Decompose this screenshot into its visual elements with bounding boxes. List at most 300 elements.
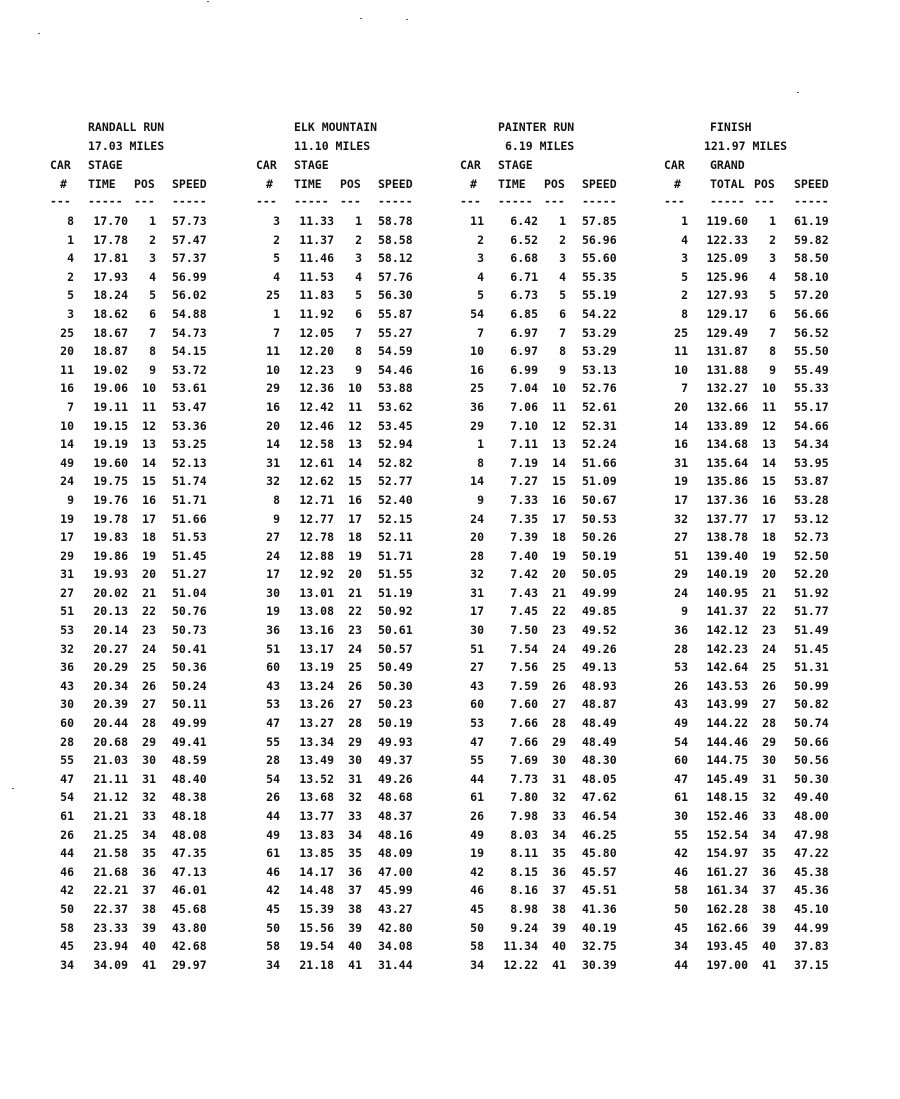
position: 12 — [762, 418, 776, 433]
stage-time: 17.93 — [93, 269, 128, 284]
car-number: 60 — [60, 716, 74, 731]
speed: 51.55 — [378, 567, 413, 582]
position: 39 — [552, 920, 566, 935]
speed: 52.24 — [582, 437, 617, 452]
position: 20 — [142, 567, 156, 582]
speed: 53.36 — [172, 418, 207, 433]
stage-time: 7.54 — [510, 641, 538, 656]
speed: 48.49 — [582, 734, 617, 749]
speed: 49.99 — [172, 716, 207, 731]
speed: 53.72 — [172, 362, 207, 377]
car-number: 25 — [266, 288, 280, 303]
stage-time: 7.04 — [510, 381, 538, 396]
car-number: 27 — [470, 660, 484, 675]
position: 26 — [762, 678, 776, 693]
stage-time: 7.27 — [510, 474, 538, 489]
stage-time: 19.86 — [93, 548, 128, 563]
speed: 53.45 — [378, 418, 413, 433]
position: 12 — [348, 418, 362, 433]
stage-time: 148.15 — [706, 790, 748, 805]
position: 28 — [552, 716, 566, 731]
position: 29 — [348, 734, 362, 749]
car-number: 3 — [477, 251, 484, 266]
car-number: 53 — [674, 660, 688, 675]
speed: 47.00 — [378, 864, 413, 879]
stage-time: 138.78 — [706, 530, 748, 545]
col-pos-header: POS — [754, 177, 775, 191]
stage-time: 23.94 — [93, 939, 128, 954]
position: 4 — [559, 269, 566, 284]
speed: 53.12 — [794, 511, 829, 526]
car-number: 58 — [470, 939, 484, 954]
speed: 45.38 — [794, 864, 829, 879]
speed: 57.76 — [378, 269, 413, 284]
speed: 46.25 — [582, 827, 617, 842]
stage-time: 12.78 — [299, 530, 334, 545]
stage-time: 11.83 — [299, 288, 334, 303]
car-number: 32 — [60, 641, 74, 656]
col-car-number-header: # — [60, 177, 67, 191]
speed: 54.15 — [172, 344, 207, 359]
car-number: 50 — [266, 920, 280, 935]
stage-time: 19.83 — [93, 530, 128, 545]
speed: 52.61 — [582, 399, 617, 414]
stage-time: 13.52 — [299, 771, 334, 786]
stage-time: 12.22 — [503, 957, 538, 972]
car-number: 5 — [273, 251, 280, 266]
stage-time: 13.26 — [299, 697, 334, 712]
position: 17 — [762, 511, 776, 526]
stage-time: 13.24 — [299, 678, 334, 693]
position: 26 — [348, 678, 362, 693]
position: 21 — [142, 585, 156, 600]
stage-time: 7.19 — [510, 455, 538, 470]
scan-speck — [38, 33, 40, 34]
car-number: 61 — [470, 790, 484, 805]
position: 34 — [348, 827, 362, 842]
car-number: 47 — [266, 716, 280, 731]
car-number: 20 — [60, 344, 74, 359]
speed: 50.99 — [794, 678, 829, 693]
car-number: 28 — [470, 548, 484, 563]
speed: 48.08 — [172, 827, 207, 842]
stage-time: 22.21 — [93, 883, 128, 898]
position: 7 — [355, 325, 362, 340]
speed: 34.08 — [378, 939, 413, 954]
stage-time: 7.73 — [510, 771, 538, 786]
col-car-header: CAR — [50, 158, 71, 172]
stage-time: 20.44 — [93, 716, 128, 731]
speed: 49.26 — [582, 641, 617, 656]
car-number: 55 — [674, 827, 688, 842]
car-number: 20 — [266, 418, 280, 433]
position: 30 — [762, 753, 776, 768]
position: 13 — [552, 437, 566, 452]
stage-time: 8.15 — [510, 864, 538, 879]
speed: 50.82 — [794, 697, 829, 712]
car-number: 55 — [266, 734, 280, 749]
col-speed-header: SPEED — [378, 177, 413, 191]
speed: 52.77 — [378, 474, 413, 489]
speed: 52.15 — [378, 511, 413, 526]
car-number: 55 — [470, 753, 484, 768]
car-number: 3 — [273, 214, 280, 228]
position: 29 — [552, 734, 566, 749]
stage-time: 19.76 — [93, 492, 128, 507]
stage-time: 34.09 — [93, 957, 128, 972]
speed: 54.46 — [378, 362, 413, 377]
speed: 55.27 — [378, 325, 413, 340]
position: 8 — [149, 344, 156, 359]
position: 29 — [762, 734, 776, 749]
stage-time: 137.36 — [706, 492, 748, 507]
speed: 53.29 — [582, 344, 617, 359]
dash-car: --- — [50, 194, 71, 208]
stage-time: 7.45 — [510, 604, 538, 619]
position: 12 — [552, 418, 566, 433]
position: 39 — [142, 920, 156, 935]
stage-time: 122.33 — [706, 232, 748, 247]
car-number: 10 — [60, 418, 74, 433]
car-number: 7 — [681, 381, 688, 396]
position: 22 — [142, 604, 156, 619]
col-car-number-header: # — [470, 177, 477, 191]
car-number: 53 — [266, 697, 280, 712]
speed: 48.37 — [378, 809, 413, 823]
car-number: 19 — [266, 604, 280, 619]
car-number: 60 — [470, 697, 484, 712]
speed: 47.35 — [172, 846, 207, 861]
col-car-header: CAR — [460, 158, 481, 172]
position: 1 — [559, 214, 566, 228]
position: 38 — [348, 901, 362, 916]
position: 24 — [762, 641, 776, 656]
position: 11 — [552, 399, 566, 414]
position: 13 — [348, 437, 362, 452]
stage-time: 12.36 — [299, 381, 334, 396]
position: 30 — [142, 753, 156, 768]
position: 35 — [348, 846, 362, 861]
stage-time: 12.05 — [299, 325, 334, 340]
speed: 54.59 — [378, 344, 413, 359]
car-number: 4 — [67, 251, 74, 266]
position: 28 — [348, 716, 362, 731]
stage-time: 8.03 — [510, 827, 538, 842]
speed: 45.36 — [794, 883, 829, 898]
car-number: 47 — [60, 771, 74, 786]
position: 28 — [762, 716, 776, 731]
car-number: 14 — [674, 418, 688, 433]
car-number: 2 — [273, 232, 280, 247]
car-number: 46 — [674, 864, 688, 879]
speed: 47.98 — [794, 827, 829, 842]
stage-time: 6.73 — [510, 288, 538, 303]
car-number: 36 — [470, 399, 484, 414]
stage-time: 6.68 — [510, 251, 538, 266]
speed: 57.47 — [172, 232, 207, 247]
speed: 51.74 — [172, 474, 207, 489]
car-number: 10 — [470, 344, 484, 359]
car-number: 14 — [60, 437, 74, 452]
car-number: 8 — [681, 306, 688, 321]
position: 8 — [559, 344, 566, 359]
position: 32 — [762, 790, 776, 805]
col-pos-header: POS — [134, 177, 155, 191]
stage-time: 7.98 — [510, 809, 538, 823]
car-number: 24 — [470, 511, 484, 526]
car-number: 34 — [470, 957, 484, 972]
speed: 51.53 — [172, 530, 207, 545]
car-number: 27 — [60, 585, 74, 600]
car-number: 42 — [266, 883, 280, 898]
position: 9 — [149, 362, 156, 377]
position: 24 — [552, 641, 566, 656]
speed: 51.04 — [172, 585, 207, 600]
position: 33 — [348, 809, 362, 823]
position: 2 — [769, 232, 776, 247]
stage-time: 7.66 — [510, 734, 538, 749]
speed: 49.99 — [582, 585, 617, 600]
stage-time: 7.42 — [510, 567, 538, 582]
stage-time: 7.69 — [510, 753, 538, 768]
stage-time: 7.10 — [510, 418, 538, 433]
position: 15 — [552, 474, 566, 489]
position: 11 — [142, 399, 156, 414]
stage-time: 161.34 — [706, 883, 748, 898]
speed: 47.22 — [794, 846, 829, 861]
car-number: 26 — [266, 790, 280, 805]
stage-time: 152.46 — [706, 809, 748, 823]
stage-time: 144.22 — [706, 716, 748, 731]
col-speed-header: SPEED — [582, 177, 617, 191]
car-number: 46 — [470, 883, 484, 898]
stage-time: 7.59 — [510, 678, 538, 693]
stage-time: 7.40 — [510, 548, 538, 563]
speed: 50.41 — [172, 641, 207, 656]
stage-time: 7.80 — [510, 790, 538, 805]
speed: 31.44 — [378, 957, 413, 972]
position: 21 — [762, 585, 776, 600]
position: 37 — [762, 883, 776, 898]
stage-time: 11.92 — [299, 306, 334, 321]
speed: 51.71 — [378, 548, 413, 563]
stage-time: 19.75 — [93, 474, 128, 489]
stage-time: 19.78 — [93, 511, 128, 526]
speed: 48.49 — [582, 716, 617, 731]
car-number: 1 — [273, 306, 280, 321]
car-number: 19 — [470, 846, 484, 861]
car-number: 44 — [266, 809, 280, 823]
car-number: 30 — [470, 623, 484, 638]
car-number: 54 — [470, 306, 484, 321]
car-number: 34 — [60, 957, 74, 972]
speed: 53.88 — [378, 381, 413, 396]
speed: 52.40 — [378, 492, 413, 507]
car-number: 3 — [67, 306, 74, 321]
position: 40 — [762, 939, 776, 954]
position: 19 — [142, 548, 156, 563]
stage-time: 197.00 — [706, 957, 748, 972]
car-number: 49 — [60, 455, 74, 470]
stage-time: 18.67 — [93, 325, 128, 340]
car-number: 2 — [681, 288, 688, 303]
car-number: 49 — [470, 827, 484, 842]
stage-time: 7.60 — [510, 697, 538, 712]
speed: 54.88 — [172, 306, 207, 321]
stage-time: 12.88 — [299, 548, 334, 563]
speed: 50.57 — [378, 641, 413, 656]
position: 3 — [559, 251, 566, 266]
section-miles: 11.10 MILES — [294, 139, 371, 153]
position: 23 — [552, 623, 566, 638]
position: 9 — [355, 362, 362, 377]
position: 24 — [142, 641, 156, 656]
car-number: 31 — [470, 585, 484, 600]
stage-time: 12.58 — [299, 437, 334, 452]
position: 1 — [149, 214, 156, 228]
car-number: 49 — [674, 716, 688, 731]
car-number: 61 — [266, 846, 280, 861]
stage-time: 13.83 — [299, 827, 334, 842]
stage-time: 21.03 — [93, 753, 128, 768]
position: 36 — [552, 864, 566, 879]
speed: 55.50 — [794, 344, 829, 359]
speed: 59.82 — [794, 232, 829, 247]
col-speed-header: SPEED — [172, 177, 207, 191]
car-number: 32 — [470, 567, 484, 582]
car-number: 36 — [266, 623, 280, 638]
dash-pos: --- — [754, 194, 775, 208]
car-number: 9 — [273, 511, 280, 526]
speed: 52.82 — [378, 455, 413, 470]
car-number: 43 — [470, 678, 484, 693]
speed: 42.80 — [378, 920, 413, 935]
dash-pos: --- — [340, 194, 361, 208]
scan-speck — [406, 19, 408, 20]
speed: 50.92 — [378, 604, 413, 619]
position: 6 — [355, 306, 362, 321]
section-miles: 121.97 MILES — [704, 139, 788, 153]
position: 8 — [355, 344, 362, 359]
stage-time: 8.16 — [510, 883, 538, 898]
speed: 50.19 — [582, 548, 617, 563]
position: 14 — [762, 455, 776, 470]
stage-time: 6.42 — [510, 214, 538, 228]
stage-time: 137.77 — [706, 511, 748, 526]
car-number: 11 — [470, 214, 484, 228]
position: 5 — [149, 288, 156, 303]
car-number: 26 — [674, 678, 688, 693]
speed: 53.13 — [582, 362, 617, 377]
stage-time: 12.46 — [299, 418, 334, 433]
car-number: 51 — [60, 604, 74, 619]
position: 4 — [355, 269, 362, 284]
stage-time: 11.53 — [299, 269, 334, 284]
position: 10 — [552, 381, 566, 396]
speed: 44.99 — [794, 920, 829, 935]
speed: 50.67 — [582, 492, 617, 507]
col-stage-header: GRAND — [710, 158, 745, 172]
speed: 48.00 — [794, 809, 829, 823]
car-number: 61 — [674, 790, 688, 805]
speed: 29.97 — [172, 957, 207, 972]
speed: 58.10 — [794, 269, 829, 284]
car-number: 10 — [674, 362, 688, 377]
speed: 58.58 — [378, 232, 413, 247]
stage-time: 6.52 — [510, 232, 538, 247]
position: 16 — [552, 492, 566, 507]
speed: 45.68 — [172, 901, 207, 916]
car-number: 4 — [273, 269, 280, 284]
position: 36 — [348, 864, 362, 879]
position: 3 — [149, 251, 156, 266]
dash-car: --- — [664, 194, 685, 208]
position: 38 — [552, 901, 566, 916]
stage-time: 12.61 — [299, 455, 334, 470]
scan-speck — [797, 92, 799, 93]
scan-speck — [207, 1, 209, 2]
position: 27 — [142, 697, 156, 712]
dash-pos: --- — [134, 194, 155, 208]
car-number: 26 — [470, 809, 484, 823]
speed: 48.05 — [582, 771, 617, 786]
speed: 49.41 — [172, 734, 207, 749]
position: 17 — [552, 511, 566, 526]
car-number: 44 — [674, 957, 688, 972]
car-number: 60 — [266, 660, 280, 675]
col-car-header: CAR — [664, 158, 685, 172]
car-number: 10 — [266, 362, 280, 377]
stage-time: 7.06 — [510, 399, 538, 414]
section-title: ELK MOUNTAIN — [294, 120, 378, 134]
speed: 57.85 — [582, 214, 617, 228]
dash-speed: ----- — [172, 194, 207, 208]
col-speed-header: SPEED — [794, 177, 829, 191]
speed: 41.36 — [582, 901, 617, 916]
speed: 53.25 — [172, 437, 207, 452]
speed: 55.49 — [794, 362, 829, 377]
car-number: 46 — [266, 864, 280, 879]
stage-time: 19.06 — [93, 381, 128, 396]
car-number: 50 — [470, 920, 484, 935]
stage-time: 152.54 — [706, 827, 748, 842]
speed: 53.47 — [172, 399, 207, 414]
speed: 37.83 — [794, 939, 829, 954]
car-number: 53 — [470, 716, 484, 731]
stage-time: 142.12 — [706, 623, 748, 638]
position: 19 — [762, 548, 776, 563]
car-number: 24 — [674, 585, 688, 600]
position: 35 — [552, 846, 566, 861]
speed: 56.30 — [378, 288, 413, 303]
speed: 55.19 — [582, 288, 617, 303]
car-number: 58 — [60, 920, 74, 935]
stage-time: 12.23 — [299, 362, 334, 377]
stage-time: 19.60 — [93, 455, 128, 470]
dash-time: ----- — [498, 194, 533, 208]
car-number: 44 — [60, 846, 74, 861]
position: 36 — [762, 864, 776, 879]
car-number: 31 — [60, 567, 74, 582]
speed: 51.77 — [794, 604, 829, 619]
dash-car: --- — [256, 194, 277, 208]
stage-time: 125.96 — [706, 269, 748, 284]
car-number: 2 — [67, 269, 74, 284]
speed: 48.30 — [582, 753, 617, 768]
car-number: 36 — [674, 623, 688, 638]
position: 17 — [348, 511, 362, 526]
car-number: 5 — [477, 288, 484, 303]
